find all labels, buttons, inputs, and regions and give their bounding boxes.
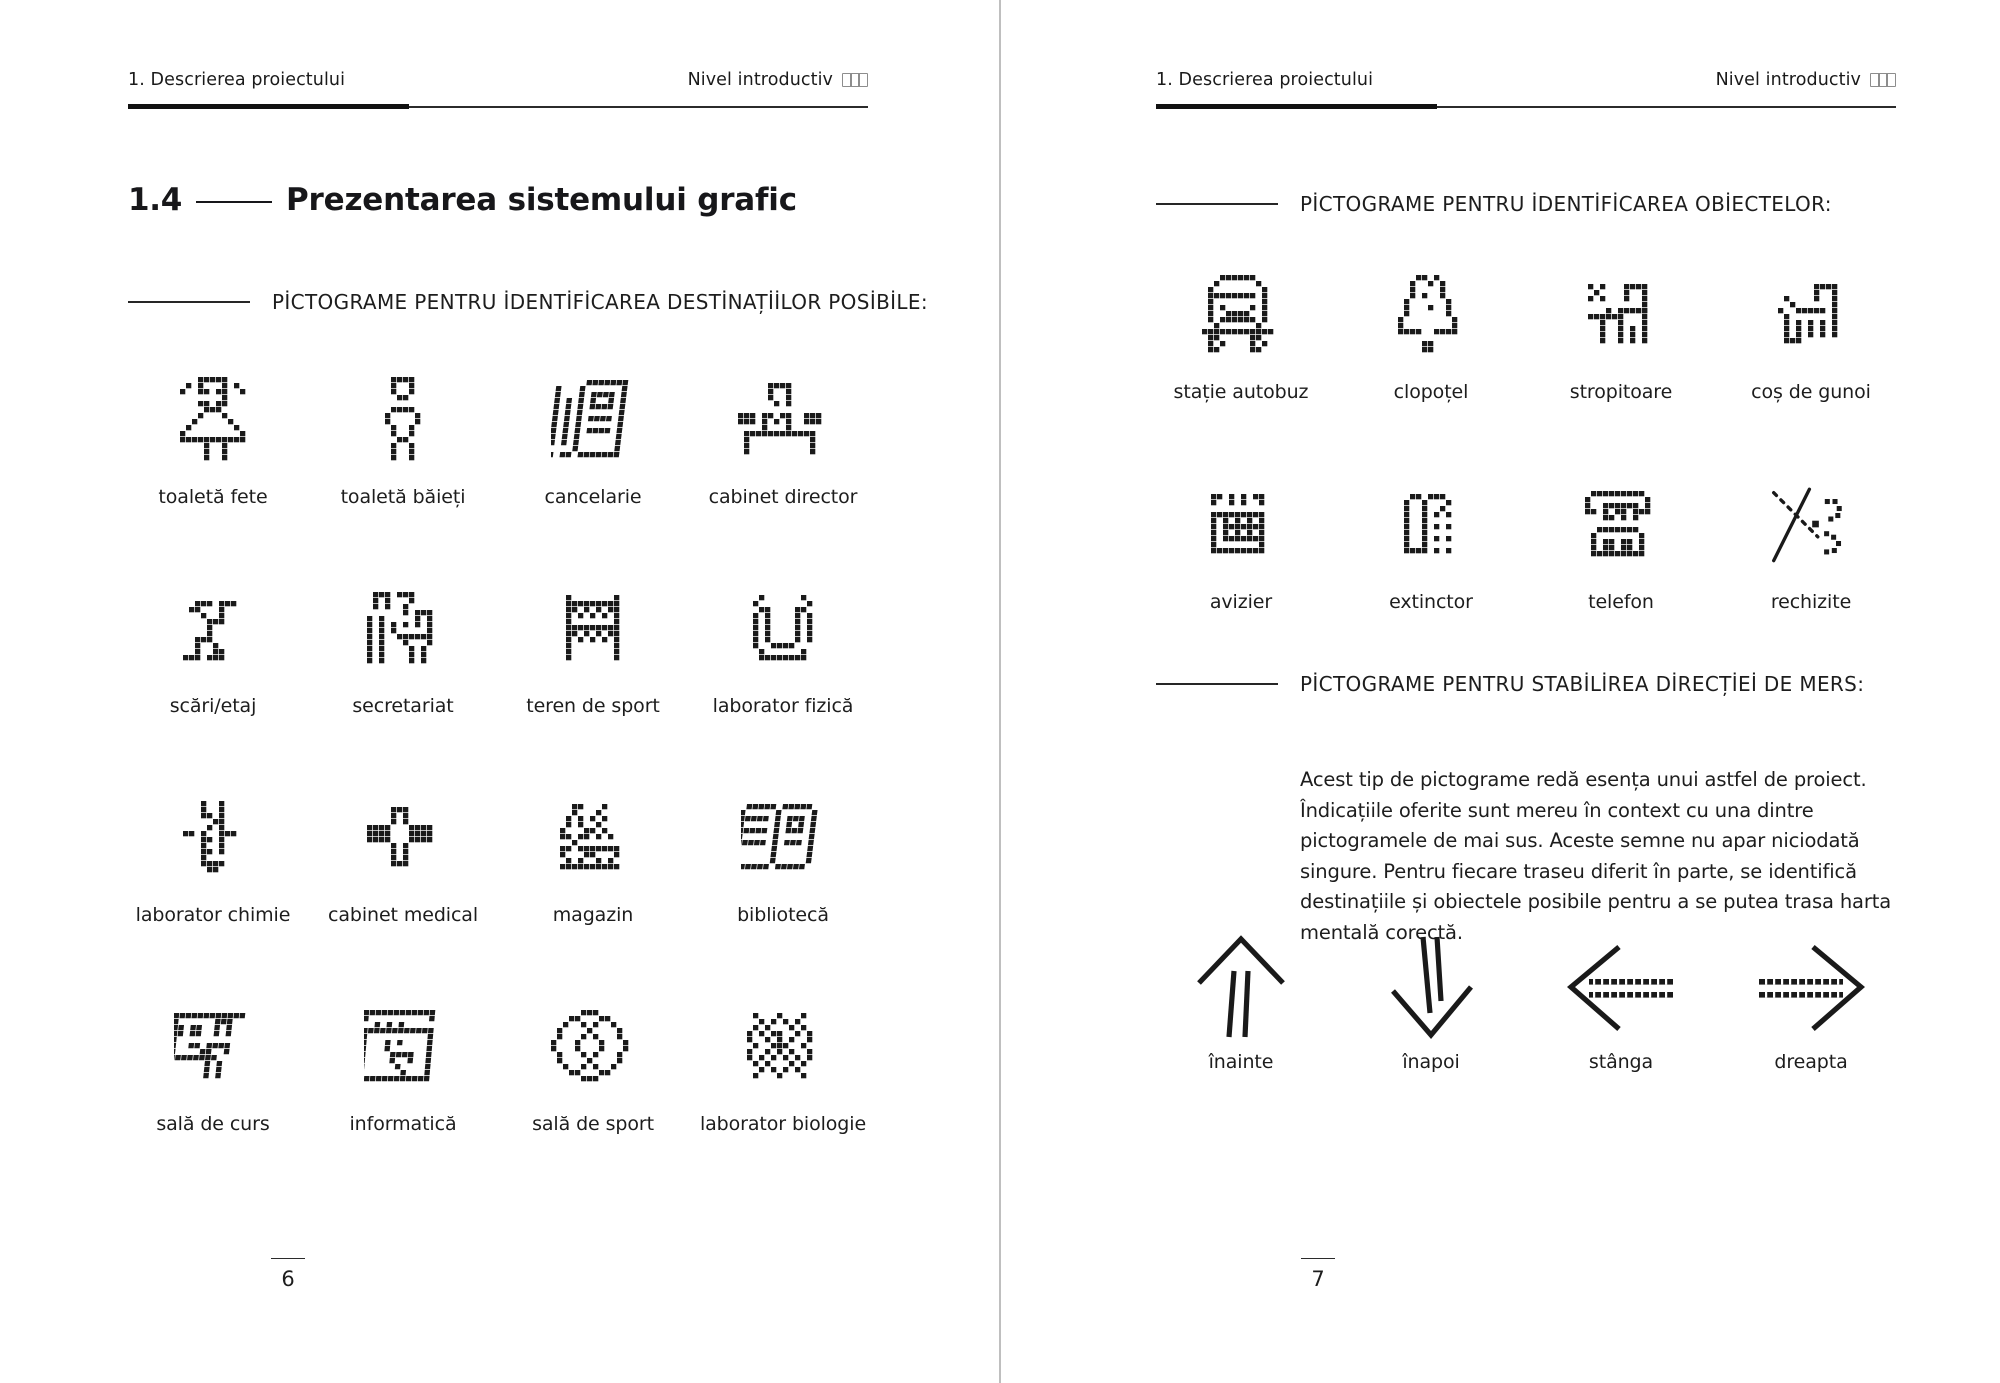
header-rule-thick — [128, 104, 409, 109]
pictogram-label: toaletă băieți — [340, 486, 466, 508]
folio-rule — [271, 1258, 305, 1259]
pictogram-cell — [118, 370, 308, 508]
pictogram-label: informatică — [349, 1113, 457, 1135]
pictogram-label: telefon — [1588, 591, 1654, 613]
header-rule-thick — [1156, 104, 1437, 109]
sports-field-icon — [560, 579, 626, 683]
header-rule-left — [128, 104, 868, 110]
three-segment-box-icon — [842, 73, 868, 87]
folio-right — [1288, 1258, 1348, 1291]
medical-office-icon — [367, 788, 439, 892]
pictogram-cell — [498, 579, 688, 717]
fire-extinguisher-icon — [1404, 475, 1458, 579]
gym-hall-icon — [551, 997, 635, 1101]
pictogram-cell — [1526, 935, 1716, 1073]
pictogram-cell — [1526, 475, 1716, 613]
arrow-left-icon — [1563, 935, 1679, 1039]
pictogram-cell — [1526, 265, 1716, 403]
pictogram-cell — [1146, 475, 1336, 613]
staff-room-icon — [551, 370, 635, 474]
secretariat-icon — [367, 579, 439, 683]
classroom-icon — [174, 997, 252, 1101]
pictogram-cell — [498, 997, 688, 1135]
principal-office-icon — [738, 370, 828, 474]
pictogram-label: extinctor — [1389, 591, 1473, 613]
section-heading-objects — [1156, 192, 1832, 216]
running-head-level-label: Nivel introductiv — [687, 70, 833, 90]
running-head-level-label: Nivel introductiv — [1715, 70, 1861, 90]
folio-number: 6 — [281, 1267, 295, 1291]
pictogram-cell — [1716, 475, 1906, 613]
directions-body-text: Acest tip de pictograme redă esența unui astfel de proiect. Îndicațiile oferite sunt mereu în context cu una dintre pictogramele de mai sus. Aceste semne nu apar niciodată singure. Pentru fiecare traseu diferit în parte, se identifică destinațiile și obiectele posibile pentru a se putea trasa harta mentală corectă. — [1300, 768, 1891, 944]
computer-lab-icon — [364, 997, 442, 1101]
section-heading-destinations — [128, 290, 928, 314]
running-head-section-label: 1. Descrierea proiectului — [128, 70, 346, 90]
three-segment-box-icon — [1870, 73, 1896, 87]
pictogram-label: stropitoare — [1569, 381, 1673, 403]
pictogram-cell — [308, 370, 498, 508]
arrow-right-icon — [1753, 935, 1869, 1039]
pictogram-cell — [1336, 475, 1526, 613]
section-rule — [128, 301, 250, 303]
pictogram-cell — [118, 788, 308, 926]
pictogram-label: înainte — [1208, 1051, 1274, 1073]
section-heading-label: PİCTOGRAME PENTRU STABİLİREA DİRECȚİEİ DE MERS: — [1300, 672, 1865, 696]
pictogram-label: cancelarie — [544, 486, 642, 508]
pictogram-cell — [1146, 935, 1336, 1073]
pictogram-label: cabinet director — [708, 486, 858, 508]
pictogram-label: stânga — [1588, 1051, 1654, 1073]
pictogram-grid-destinations — [118, 370, 878, 1135]
running-head-level-group — [1716, 70, 1896, 90]
pictogram-label: coș de gunoi — [1751, 381, 1871, 403]
pictogram-cell — [118, 997, 308, 1135]
stairs-floor-icon — [183, 579, 243, 683]
pictogram-cell — [498, 370, 688, 508]
chapter-heading-text: Prezentarea sistemului grafic — [286, 182, 797, 218]
pictogram-cell — [308, 788, 498, 926]
pictogram-label: înapoi — [1402, 1051, 1460, 1073]
pictogram-cell — [498, 788, 688, 926]
arrow-up-icon — [1193, 935, 1289, 1039]
trash-bin-icon — [1778, 265, 1844, 369]
pictogram-label: clopoțel — [1393, 381, 1469, 403]
running-header-right — [1156, 70, 1896, 90]
chapter-title — [128, 182, 797, 218]
section-heading-label: PİCTOGRAME PENTRU İDENTİFİCAREA OBİECTELOR: — [1300, 192, 1832, 216]
arrow-grid-directions — [1146, 935, 1906, 1073]
pictogram-label: dreapta — [1774, 1051, 1848, 1073]
telephone-icon — [1585, 475, 1657, 579]
pictogram-label: toaletă fete — [158, 486, 268, 508]
pictogram-label: laborator fizică — [712, 695, 854, 717]
arrow-down-icon — [1383, 935, 1479, 1039]
pictogram-label: rechizite — [1770, 591, 1852, 613]
section-rule — [1156, 203, 1278, 205]
pictogram-label: avizier — [1209, 591, 1273, 613]
running-head-section-label: 1. Descrierea proiectului — [1156, 70, 1374, 90]
folio-rule — [1301, 1258, 1335, 1259]
pictogram-label: teren de sport — [526, 695, 660, 717]
pictogram-cell — [1716, 265, 1906, 403]
section-heading-directions — [1156, 672, 1864, 696]
school-bell-icon — [1398, 265, 1464, 369]
pictogram-label: secretariat — [352, 695, 454, 717]
pictogram-label: laborator chimie — [135, 904, 291, 926]
pictogram-label: sală de sport — [532, 1113, 654, 1135]
pictogram-cell — [118, 579, 308, 717]
pictogram-cell — [308, 579, 498, 717]
folio-number: 7 — [1311, 1267, 1325, 1291]
page-right — [1000, 0, 2000, 1383]
pictogram-cell — [1146, 265, 1336, 403]
boys-toilet-icon — [373, 370, 433, 474]
folio-left — [258, 1258, 318, 1291]
pictogram-label: scări/etaj — [169, 695, 257, 717]
pictogram-cell — [1336, 265, 1526, 403]
notice-board-icon — [1211, 475, 1271, 579]
section-heading-label: PİCTOGRAME PENTRU İDENTİFİCAREA DESTİNAȚİİLOR POSİBİLE: — [272, 290, 928, 314]
biology-lab-icon — [747, 997, 819, 1101]
pictogram-cell — [1716, 935, 1906, 1073]
pictogram-label: laborator biologie — [699, 1113, 867, 1135]
running-head-level-group — [688, 70, 868, 90]
pictogram-cell — [688, 579, 878, 717]
shop-icon — [560, 788, 626, 892]
header-rule-right — [1156, 104, 1896, 110]
pictogram-label: cabinet medical — [327, 904, 479, 926]
running-header-left — [128, 70, 868, 90]
girls-toilet-icon — [174, 370, 252, 474]
chapter-dash — [196, 201, 272, 203]
chapter-number: 1.4 — [128, 182, 183, 218]
physics-lab-icon — [747, 579, 819, 683]
section-rule — [1156, 683, 1278, 685]
pictogram-cell — [688, 788, 878, 926]
pictogram-label: sală de curs — [156, 1113, 270, 1135]
school-supplies-icon — [1766, 475, 1857, 579]
pictogram-label: bibliotecă — [737, 904, 829, 926]
pictogram-cell — [1336, 935, 1526, 1073]
chemistry-lab-icon — [183, 788, 243, 892]
pictogram-label: stație autobuz — [1173, 381, 1309, 403]
pictogram-cell — [308, 997, 498, 1135]
bus-stop-icon — [1202, 265, 1280, 369]
page-gutter-divider — [999, 0, 1001, 1383]
pictogram-grid-objects — [1146, 265, 1906, 613]
pictogram-cell — [688, 997, 878, 1135]
pictogram-label: magazin — [552, 904, 634, 926]
watering-can-icon — [1588, 265, 1654, 369]
pictogram-cell — [688, 370, 878, 508]
library-icon — [741, 788, 825, 892]
